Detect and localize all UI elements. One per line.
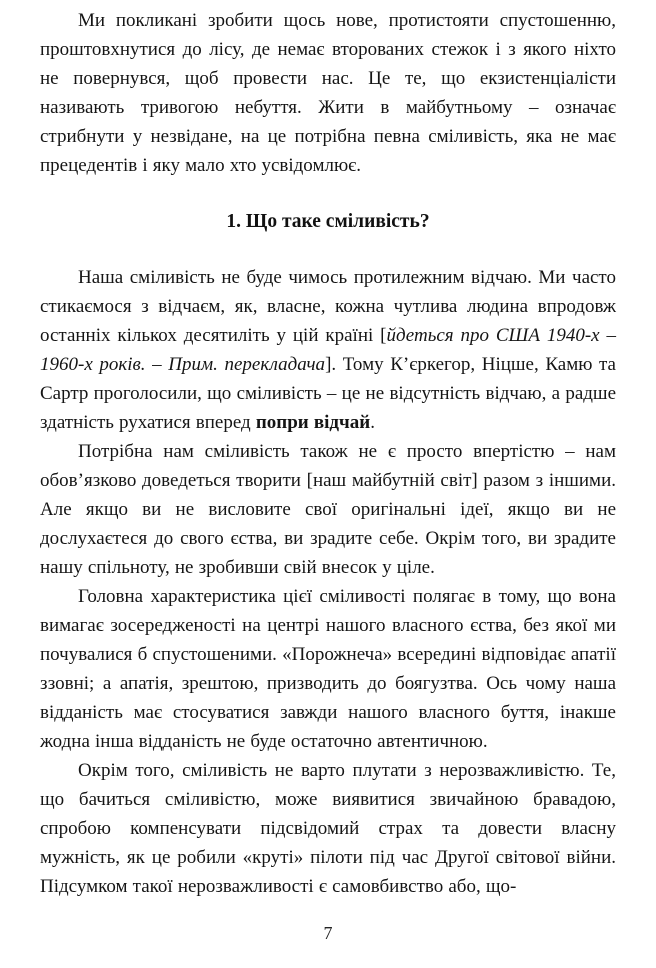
paragraph-2 bbox=[40, 263, 616, 437]
paragraph-text: Наша сміливість не буде чимось протилежним відчаю. Ми часто стикаємося з відчаєм, як, власне, кожна чутлива людина впродовж останніх кількох десятиліть у цій країні [ bbox=[40, 267, 616, 346]
emphasis-bold: попри відчай bbox=[255, 412, 371, 433]
paragraph-text: Ми покликані зробити щось нове, протистояти спустошенню, проштовхнутися до лісу, де немає второваних стежок і з якого ніхто не повернувся, щоб провести нас. Це те, що екзистенціалісти називають тривогою небуття. Жити в майбутньому – означає стрибнути у незвідане, на це потрібна певна сміливість, яка не має прецедентів і яку мало хто усвідомлює. bbox=[40, 10, 616, 176]
paragraph-1 bbox=[40, 6, 616, 180]
section-heading: 1. Що таке сміливість? bbox=[226, 211, 430, 232]
paragraph-text: ]. Тому К’єркегор, Ніцше, Камю та Сартр проголосили, що сміливість – це не відсутність відчаю, а радше здатність рухатися вперед bbox=[40, 354, 616, 433]
paragraph-3 bbox=[40, 437, 616, 582]
translator-note-italic: йдеться про США 1940-х – 1960-х років. – Прим. перекладача bbox=[40, 325, 616, 375]
paragraph-text: Окрім того, сміливість не варто плутати з нерозважливістю. Те, що бачиться сміливістю, може виявитися звичайною бравадою, спробою компенсувати підсвідомий страх та довести власну мужність, як це робили «круті» пілоти під час Другої світової війни. Підсумком такої нерозважливості є самовбивство або, що- bbox=[40, 760, 616, 897]
paragraph-text: . bbox=[370, 412, 375, 433]
paragraph-text: Головна характеристика цієї сміливості полягає в тому, що вона вимагає зосередженості на центрі нашого власного єства, без якої ми почувалися б спустошеними. «Порожнеча» всередині відповідає апатії ззовні; а апатія, зрештою, призводить до боягузтва. Ось чому наша відданість має стосуватися завжди нашого власного буття, інакше жодна інша відданість не буде остаточно автентичною. bbox=[40, 586, 616, 752]
paragraph-text: Потрібна нам сміливість також не є просто впертістю – нам обов’язково доведеться творити [наш майбутній світ] разом з іншими. Але якщо ви не висловите свої оригінальні ідеї, якщо ви не дослухаєтеся до свого єства, ви зрадите себе. Окрім того, ви зрадите нашу спільноту, не зробивши свій внесок у ціле. bbox=[40, 441, 616, 578]
page-number: 7 bbox=[323, 923, 333, 943]
paragraph-5 bbox=[40, 756, 616, 901]
paragraph-4 bbox=[40, 582, 616, 756]
